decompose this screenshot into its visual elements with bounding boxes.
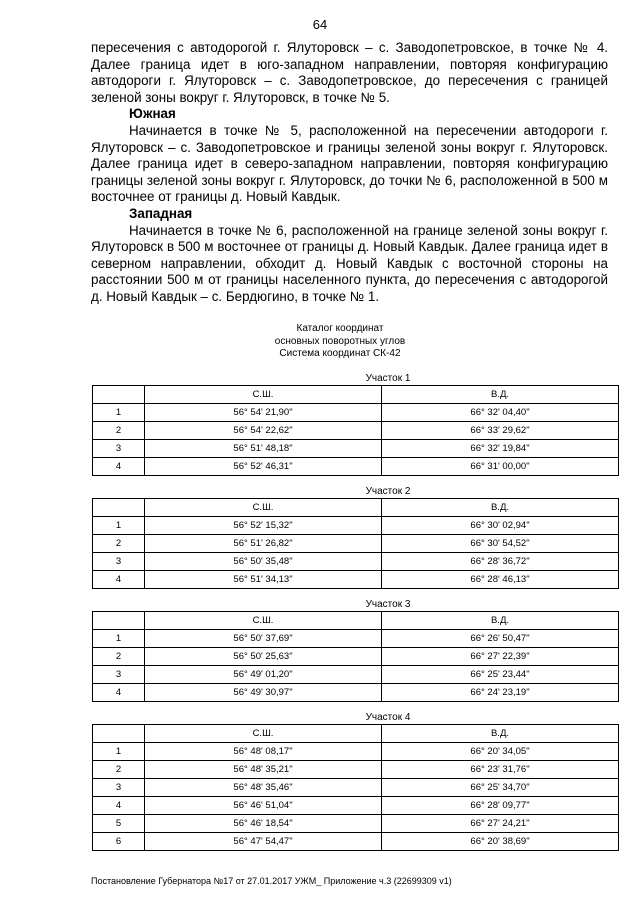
table-header-row: [93, 386, 619, 404]
catalog-title-line-3: Система координат СК-42: [279, 348, 401, 359]
catalog-title: [0, 323, 640, 361]
cell-lat: 56° 51' 26,82": [145, 535, 382, 553]
cell-lon: 66° 26' 50,47": [382, 630, 619, 648]
table-row: [93, 684, 619, 702]
cell-lat: 56° 47' 54,47": [145, 833, 382, 851]
cell-lon: 66° 28' 46,13": [382, 571, 619, 589]
cell-lat: 56° 51' 48,18": [145, 440, 382, 458]
table-row: [93, 458, 619, 476]
document-footer: Постановление Губернатора №17 от 27.01.2017 УЖМ_ Приложение ч.3 (22699309 v1): [91, 876, 452, 886]
heading-south: Южная: [129, 106, 176, 122]
cell-number: 2: [93, 535, 145, 553]
page-number: 64: [312, 17, 328, 32]
section-1: [92, 373, 618, 476]
cell-lon: 66° 25' 34,70": [382, 779, 619, 797]
cell-lat: 56° 46' 18,54": [145, 815, 382, 833]
body-text: [91, 40, 608, 306]
cell-lat: 56° 54' 21,90": [145, 404, 382, 422]
cell-lat: 56° 46' 51,04": [145, 797, 382, 815]
coordinates-table: [92, 611, 619, 702]
cell-number: 4: [93, 458, 145, 476]
table-header-row: [93, 725, 619, 743]
cell-lon: 66° 23' 31,76": [382, 761, 619, 779]
header-lon: В.Д.: [382, 725, 619, 743]
cell-number: 4: [93, 684, 145, 702]
table-row: [93, 779, 619, 797]
header-lat: С.Ш.: [145, 386, 382, 404]
header-lat: С.Ш.: [145, 499, 382, 517]
section-title: Участок 1: [365, 373, 411, 384]
section-title: Участок 4: [365, 712, 411, 723]
table-row: [93, 815, 619, 833]
header-number: [93, 386, 145, 404]
header-lon: В.Д.: [382, 386, 619, 404]
cell-lon: 66° 27' 22,39": [382, 648, 619, 666]
cell-number: 1: [93, 517, 145, 535]
cell-number: 3: [93, 779, 145, 797]
table-row: [93, 553, 619, 571]
cell-number: 5: [93, 815, 145, 833]
cell-lat: 56° 54' 22,62": [145, 422, 382, 440]
cell-lat: 56° 49' 01,20": [145, 666, 382, 684]
cell-lon: 66° 27' 24,21": [382, 815, 619, 833]
cell-lon: 66° 32' 19,84": [382, 440, 619, 458]
cell-lon: 66° 32' 04,40": [382, 404, 619, 422]
cell-lon: 66° 33' 29,62": [382, 422, 619, 440]
cell-number: 2: [93, 761, 145, 779]
table-row: [93, 535, 619, 553]
section-title: Участок 2: [365, 486, 411, 497]
paragraph-east-end: пересечения с автодорогой г. Ялуторовск – с. Заводопетровское, в точке № 4. Далее граница идет в юго-западном направлении, повторяя конфигурацию автодороги г. Ялуторовск – с. Заводопетровское, до пересечения с границей зеленой зоны вокруг г. Ялуторовск, в точке № 5.: [91, 40, 608, 105]
cell-number: 1: [93, 630, 145, 648]
cell-number: 4: [93, 571, 145, 589]
table-row: [93, 743, 619, 761]
cell-lat: 56° 48' 08,17": [145, 743, 382, 761]
coordinates-table: [92, 724, 619, 851]
cell-lon: 66° 30' 02,94": [382, 517, 619, 535]
cell-number: 1: [93, 743, 145, 761]
cell-number: 3: [93, 553, 145, 571]
header-lon: В.Д.: [382, 499, 619, 517]
cell-lat: 56° 50' 37,69": [145, 630, 382, 648]
cell-lat: 56° 49' 30,97": [145, 684, 382, 702]
section-2: [92, 486, 618, 589]
section-4: [92, 712, 618, 851]
table-row: [93, 404, 619, 422]
cell-number: 6: [93, 833, 145, 851]
header-number: [93, 612, 145, 630]
section-3: [92, 599, 618, 702]
cell-number: 2: [93, 422, 145, 440]
table-header-row: [93, 499, 619, 517]
section-title: Участок 3: [365, 599, 411, 610]
heading-west: Западная: [129, 205, 193, 221]
table-row: [93, 517, 619, 535]
cell-lon: 66° 28' 09,77": [382, 797, 619, 815]
cell-number: 4: [93, 797, 145, 815]
cell-lat: 56° 48' 35,46": [145, 779, 382, 797]
cell-number: 3: [93, 666, 145, 684]
cell-lon: 66° 24' 23,19": [382, 684, 619, 702]
table-row: [93, 648, 619, 666]
cell-lon: 66° 28' 36,72": [382, 553, 619, 571]
table-row: [93, 666, 619, 684]
cell-lat: 56° 52' 46,31": [145, 458, 382, 476]
table-row: [93, 761, 619, 779]
cell-lat: 56° 52' 15,32": [145, 517, 382, 535]
table-row: [93, 833, 619, 851]
table-row: [93, 440, 619, 458]
table-row: [93, 571, 619, 589]
cell-lon: 66° 25' 23,44": [382, 666, 619, 684]
header-lat: С.Ш.: [145, 612, 382, 630]
cell-lat: 56° 48' 35,21": [145, 761, 382, 779]
cell-number: 3: [93, 440, 145, 458]
header-number: [93, 499, 145, 517]
table-header-row: [93, 612, 619, 630]
table-row: [93, 797, 619, 815]
coordinates-table: [92, 385, 619, 476]
header-number: [93, 725, 145, 743]
cell-lat: 56° 50' 25,63": [145, 648, 382, 666]
coordinates-table: [92, 498, 619, 589]
header-lon: В.Д.: [382, 612, 619, 630]
table-row: [93, 630, 619, 648]
cell-lon: 66° 30' 54,52": [382, 535, 619, 553]
cell-number: 1: [93, 404, 145, 422]
table-row: [93, 422, 619, 440]
catalog-title-line-2: основных поворотных углов: [274, 335, 406, 347]
cell-lon: 66° 31' 00,00": [382, 458, 619, 476]
catalog-title-line-1: Каталог координат: [296, 323, 384, 334]
cell-lat: 56° 50' 35,48": [145, 553, 382, 571]
cell-number: 2: [93, 648, 145, 666]
header-lat: С.Ш.: [145, 725, 382, 743]
cell-lon: 66° 20' 38,69": [382, 833, 619, 851]
cell-lat: 56° 51' 34,13": [145, 571, 382, 589]
cell-lon: 66° 20' 34,05": [382, 743, 619, 761]
paragraph-west: Начинается в точке № 6, расположенной на границе зеленой зоны вокруг г. Ялуторовск в 500 м восточнее от границы д. Новый Кавдык. Далее граница идет в северном направлении, обходит д. Новый Кавдык с восточной стороны на расстоянии 500 м от границы населенного пункта, до пересечения с автодорогой д. Новый Кавдык – с. Бердюгино, в точке № 1.: [91, 222, 608, 304]
paragraph-south: Начинается в точке № 5, расположенной на пересечении автодороги г. Ялуторовск – с. Заводопетровское и границы зеленой зоны вокруг г. Ялуторовск. Далее граница идет в северо-западном направлении, повторяя конфигурацию границы зеленой зоны вокруг г. Ялуторовск, до точки № 6, расположенной в 500 м восточнее от границы д. Новый Кавдык.: [91, 122, 608, 205]
